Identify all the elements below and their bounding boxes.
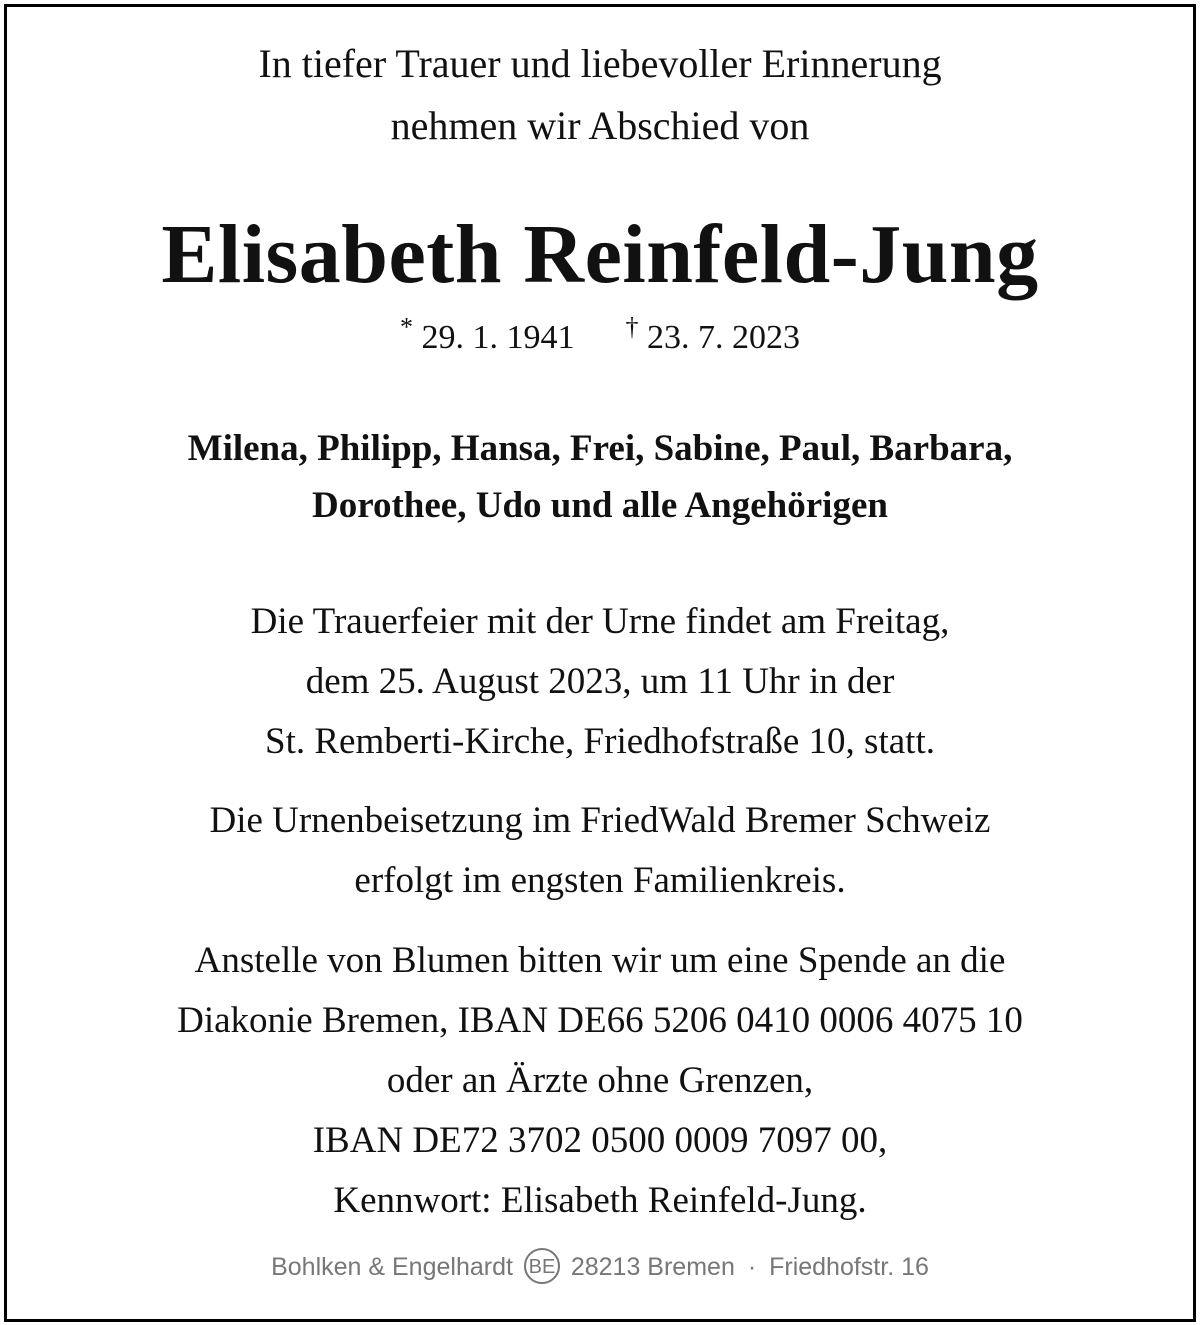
burial-line-1: Die Urnenbeisetzung im FriedWald Bremer Schweiz [209, 800, 991, 841]
donation-line-2: Diakonie Bremen, IBAN DE66 5206 0410 0006 4075 10 [177, 1000, 1023, 1041]
ceremony-line-2: dem 25. August 2023, um 11 Uhr in der [305, 661, 895, 702]
donation-line-1: Anstelle von Blumen bitten wir um eine Spende an die [194, 940, 1006, 981]
funeral-home-name: Bohlken & Engelhardt [271, 1253, 513, 1281]
life-dates [0, 313, 1200, 363]
funeral-home-city: 28213 Bremen [570, 1253, 735, 1281]
funeral-home-logo [522, 1246, 562, 1286]
death-date: 23. 7. 2023 [647, 319, 800, 356]
donation-paragraph [0, 931, 1200, 1231]
footer-separator: · [747, 1253, 757, 1281]
donation-line-3: oder an Ärzte ohne Grenzen, [386, 1060, 814, 1101]
birth-date: 29. 1. 1941 [421, 319, 575, 356]
deceased-name: Elisabeth Reinfeld-Jung [161, 208, 1039, 301]
birth-symbol: * [400, 312, 413, 342]
donation-line-4: IBAN DE72 3702 0500 0009 7097 00, [312, 1120, 888, 1161]
ceremony-paragraph [0, 592, 1200, 772]
funeral-home-footer [0, 1245, 1200, 1289]
intro-text [0, 33, 1200, 157]
mourners-list [0, 420, 1200, 534]
ceremony-line-1: Die Trauerfeier mit der Urne findet am Freitag, [250, 601, 950, 642]
funeral-home-street: Friedhofstr. 16 [769, 1253, 929, 1281]
ceremony-line-3: St. Remberti-Kirche, Friedhofstraße 10, statt. [265, 721, 935, 762]
mourners-line-1: Milena, Philipp, Hansa, Frei, Sabine, Paul, Barbara, [187, 428, 1013, 469]
intro-line-2: nehmen wir Abschied von [390, 103, 810, 148]
donation-line-5: Kennwort: Elisabeth Reinfeld-Jung. [333, 1180, 867, 1221]
burial-line-2: erfolgt im engsten Familienkreis. [354, 860, 846, 901]
burial-paragraph [0, 791, 1200, 911]
death-symbol: † [625, 312, 639, 342]
mourners-line-2: Dorothee, Udo und alle Angehörigen [312, 485, 888, 526]
intro-line-1: In tiefer Trauer und liebevoller Erinnerung [258, 41, 942, 86]
logo-letters: BE [528, 1256, 556, 1279]
